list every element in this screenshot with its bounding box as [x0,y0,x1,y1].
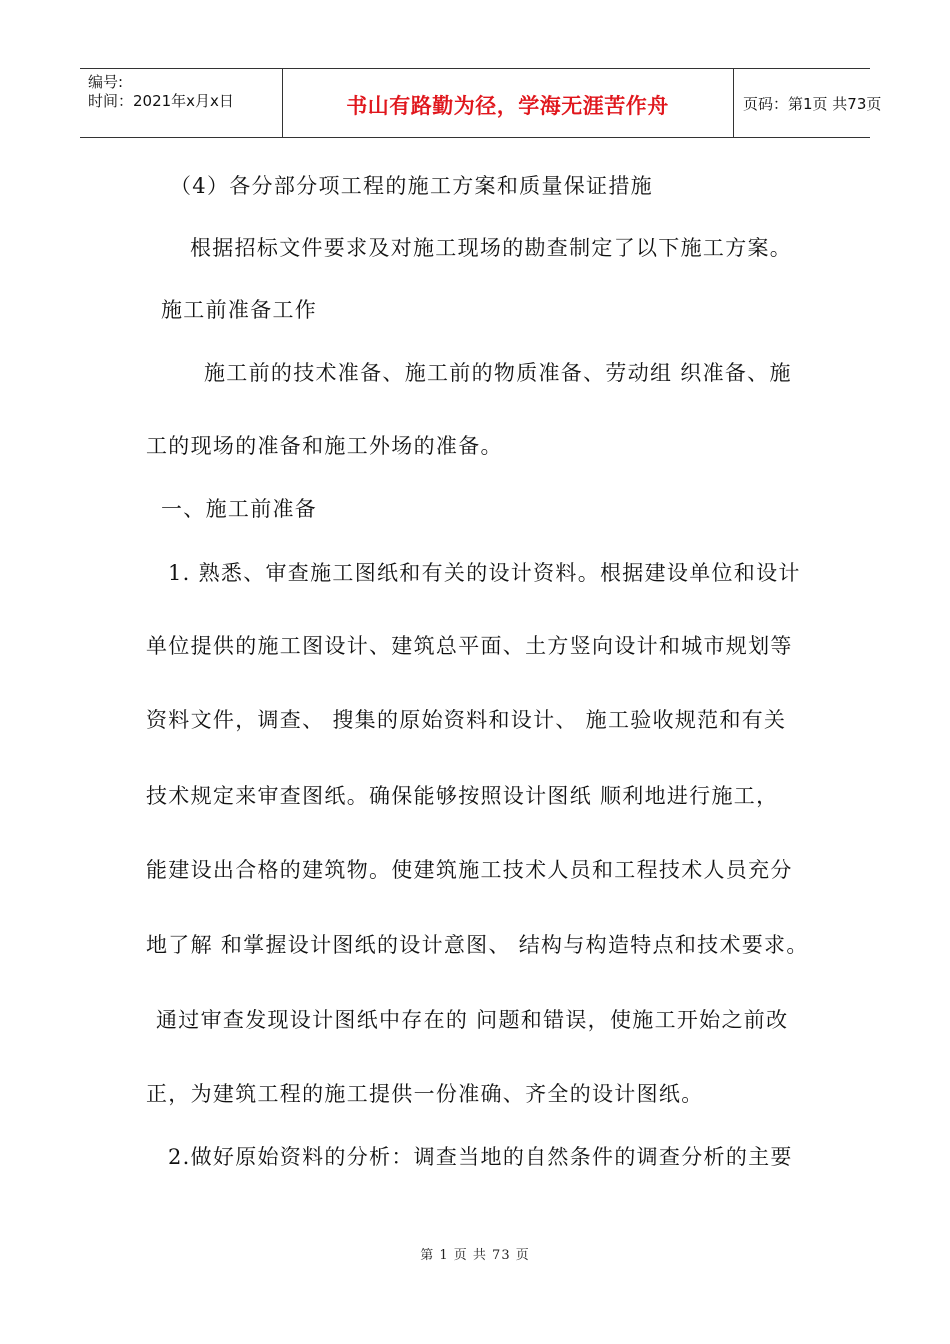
paragraph-line: 单位提供的施工图设计、建筑总平面、土方竖向设计和城市规划等 [146,634,793,658]
paragraph-line: 工的现场的准备和施工外场的准备。 [146,434,503,458]
paragraph-line: 根据招标文件要求及对施工现场的勘查制定了以下施工方案。 [190,236,793,260]
subheading: 一、施工前准备 [161,497,318,521]
page-header [80,68,882,138]
paragraph-line: 资料文件，调查、 搜集的原始资料和设计、 施工验收规范和有关 [146,708,787,732]
paragraph-line: 正，为建筑工程的施工提供一份准确、齐全的设计图纸。 [146,1082,704,1106]
section-heading: （4）各分部分项工程的施工方案和质量保证措施 [170,174,653,198]
document-number-label: 编号: [88,73,124,91]
paragraph-line: 技术规定来审查图纸。确保能够按照设计图纸 顺利地进行施工， [146,784,779,808]
header-motto-cell [282,69,734,137]
paragraph-line: 2.做好原始资料的分析：调查当地的自然条件的调查分析的主要 [168,1145,793,1169]
paragraph-line: 能建设出合格的建筑物。使建筑施工技术人员和工程技术人员充分 [146,858,793,882]
paragraph-line: 地了解 和掌握设计图纸的设计意图、 结构与构造特点和技术要求。 [146,933,809,957]
document-date-label: 时间：2021年x月x日 [88,92,234,110]
page-footer: 第 1 页 共 73 页 [420,1248,530,1263]
paragraph-line: 1. 熟悉、审查施工图纸和有关的设计资料。根据建设单位和设计 [168,561,801,585]
paragraph-line: 施工前的技术准备、施工前的物质准备、劳动组 织准备、施 [204,361,792,385]
header-page-number: 页码：第1页 共73页 [743,95,882,113]
header-motto: 书山有路勤为径，学海无涯苦作舟 [346,94,669,118]
header-page-cell [733,69,882,137]
paragraph-line: 通过审查发现设计图纸中存在的 问题和错误，使施工开始之前改 [156,1008,789,1032]
subheading: 施工前准备工作 [161,298,318,322]
header-info-cell [80,69,283,137]
